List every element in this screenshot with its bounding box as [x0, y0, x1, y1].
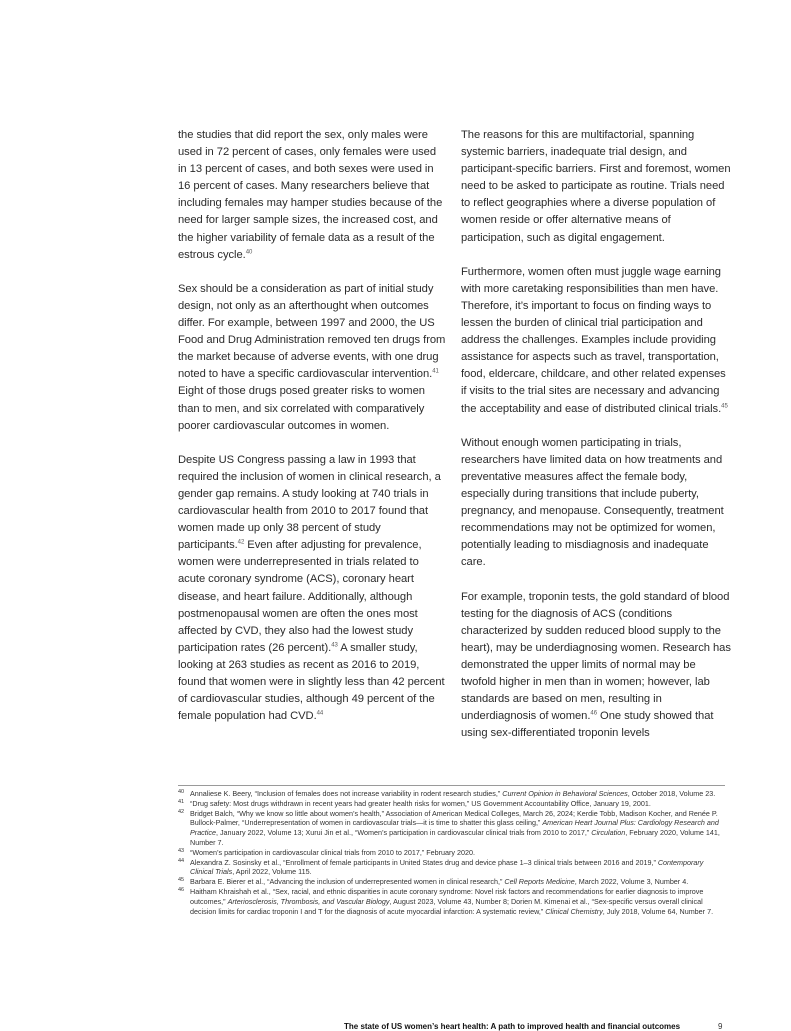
footnote-number: 46	[178, 886, 185, 893]
footnote: 43 “Women’s participation in cardiovascular clinical trials from 2010 to 2017,” February 2020.	[178, 847, 475, 857]
right-column	[461, 127, 731, 759]
footnote-ref[interactable]: 44	[316, 710, 324, 717]
paragraph: Despite US Congress passing a law in 1993 that required the inclusion of women in clinical research, a gender gap remains. A study looking at 740 trials in cardiovascular health from 2010 to 2017 found that women made up only 38 percent of study participants.$^{42}$ Even after adjusting for prevalence, women were underrepresented in trials related to acute coronary syndrome (ACS), coronary heart disease, and heart failure. Additionally, although postmenopausal women are often the ones most affected by CVD, they also had the lowest study participation rates (26 percent).$^{43}$ A smaller study, looking at 263 studies as recent as 2016 to 2019, found that women were in slightly less than 42 percent of cardiovascular studies, although 49 percent of the female population had CVD.$^{44}$	[178, 453, 445, 723]
paragraph: Without enough women participating in trials, researchers have limited data on how treatments and preventative measures affect the female body, especially during transitions that include puberty, pregnancy, and menopause. Consequently, treatment recommendations may not be optimized for women, potentially leading to misdiagnosis and inadequate care.	[461, 436, 724, 569]
footnote-ref[interactable]: 40	[245, 248, 253, 255]
paragraph: The reasons for this are multifactorial, spanning systemic barriers, inadequate trial design, and participant-specific barriers. First and foremost, women need to be asked to participate as routine. Trials need to reflect geographies where a diverse population of women reside or offer alternative means of participation, such as digital engagement.	[461, 129, 731, 244]
footnote: 42 Bridget Balch, “Why we know so little about women’s health,” Association of American Medical Colleges, March 26, 2024; Kerdie Tobb, Madison Kocher, and Renée P. Bullock-Palmer, “Underrepresentation of women in cardiovascular trials—it is time to shatter this glass ceiling,” American Heart Journal Plus: Cardiology Research and Practice, January 2022, Volume 13; Xurui Jin et al., “Women’s participation in cardiovascular clinical trials from 2010 to 2017,” Circulation, February 2020, Volume 141, Number 7.	[178, 808, 720, 847]
footnote: 41 “Drug safety: Most drugs withdrawn in recent years had greater health risks for women,” US Government Accountability Office, January 19, 2001.	[178, 798, 651, 808]
footnote: 44 Alexandra Z. Sosinsky et al., “Enrollment of female participants in United States drug and device phase 1–3 clinical trials between 2016 and 2019,” Contemporary Clinical Trials, April 2022, Volume 115.	[178, 857, 704, 877]
footnote-number: 44	[178, 857, 185, 864]
paragraph: Furthermore, women often must juggle wage earning with more caretaking responsibilities than men have. Therefore, it’s important to focus on finding ways to lessen the burden of clinical trial participation and address the challenges. Examples include providing assistance for aspects such as travel, transportation, food, eldercare, childcare, and other related expenses if visits to the trial sites are necessary and advancing the acceptability and ease of distributed clinical trials.$^{45}$	[461, 265, 728, 415]
footnote-ref[interactable]: 42	[237, 539, 245, 546]
footnote-number: 45	[178, 877, 185, 884]
footnote-number: 41	[178, 798, 185, 805]
footnote-ref[interactable]: 41	[432, 368, 439, 375]
footnotes	[178, 789, 726, 916]
footnote-number: 43	[178, 847, 185, 854]
footnote: 40 Annaliese K. Beery, “Inclusion of females does not increase variability in rodent research studies,” Current Opinion in Behavioral Sciences, October 2018, Volume 23.	[178, 789, 716, 798]
footnote: 45 Barbara E. Bierer et al., “Advancing the inclusion of underrepresented women in clinical research,” Cell Reports Medicine, March 2022, Volume 3, Number 4.	[178, 877, 689, 887]
footnote-ref[interactable]: 46	[590, 710, 597, 717]
footnote-ref[interactable]: 43	[331, 642, 338, 649]
footnote: 46 Haitham Khraishah et al., “Sex, racial, and ethnic disparities in acute coronary syndrome: Novel risk factors and recommendations for earlier diagnosis to improve outcomes,” Arteriosclerosis, Thrombosis, and Vascular Biology, August 2023, Volume 43, Number 8; Dorien M. Kimenai et al., “Sex-specific versus overall clinical decision limits for cardiac troponin I and T for the diagnosis of acute myocardial infarction: A systematic review,” Clinical Chemistry, July 2018, Volume 64, Number 7.	[178, 886, 714, 916]
footnote-divider	[178, 785, 725, 786]
footer-title: The state of US women’s heart health: A path to improved health and financial outcomes	[344, 1022, 681, 1031]
left-column	[178, 127, 446, 742]
footnote-ref[interactable]: 45	[721, 402, 728, 409]
page-number: 9	[718, 1022, 723, 1031]
footnote-number: 42	[178, 808, 185, 815]
paragraph: For example, troponin tests, the gold standard of blood testing for the diagnosis of ACS (conditions characterized by sudden reduced blood supply to the heart), may be underdiagnosing women. Research has demonstrated the upper limits of normal may be twofold higher in men than in women; however, lab standards are based on men, resulting in underdiagnosis of women.$^{46}$ One study showed that using sex-differentiated troponin levels	[461, 590, 731, 740]
footnote-number: 40	[178, 789, 185, 795]
paragraph: the studies that did report the sex, only males were used in 72 percent of cases, only females were used in 13 percent of cases, and both sexes were used in 16 percent of cases. Many researchers believe that including females may hamper studies because of the need for larger sample sizes, the increased cost, and the higher variability of female data as a result of the estrous cycle.$^{40}$	[178, 129, 443, 261]
paragraph: Sex should be a consideration as part of initial study design, not only as an afterthought when outcomes differ. For example, between 1997 and 2000, the US Food and Drug Administration removed ten drugs from the market because of adverse events, with one drug noted to have a specific cardiovascular intervention.$^{41}$ Eight of those drugs posed greater risks to women than to men, and six correlated with comparatively poorer cardiovascular outcomes in women.	[178, 282, 446, 432]
